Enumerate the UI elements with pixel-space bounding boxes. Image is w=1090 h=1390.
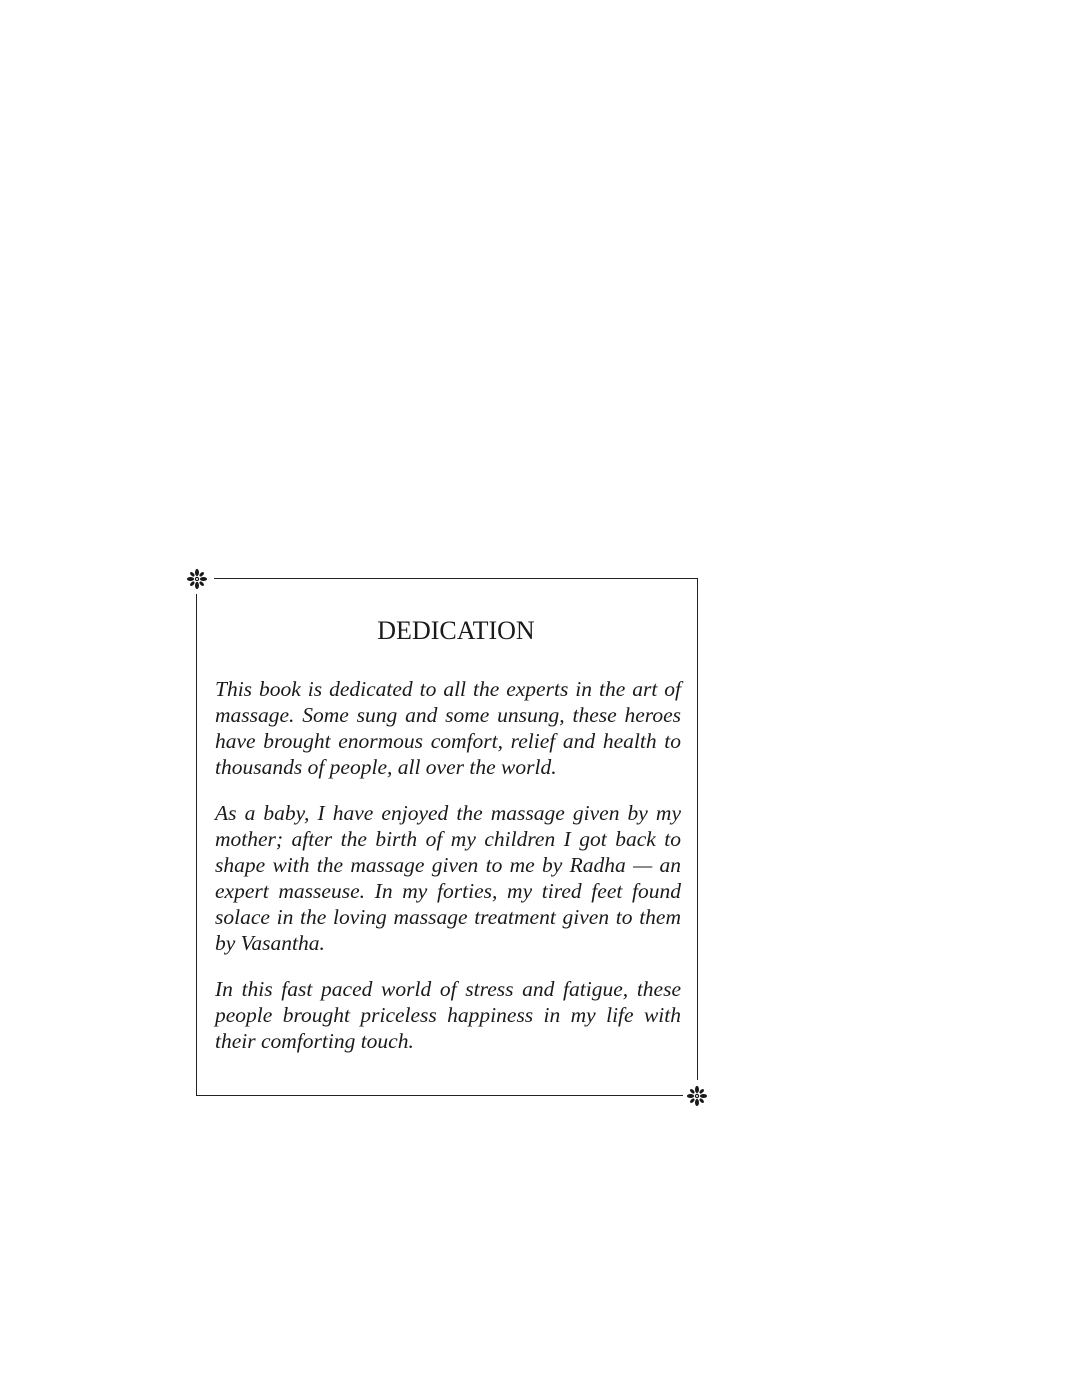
frame-right-rule [697, 578, 698, 1080]
page-title: DEDICATION [377, 616, 535, 645]
frame-bottom-rule [196, 1095, 683, 1096]
dedication-paragraph: In this fast paced world of stress and fatigue, these people brought priceless happiness in my life with their comforting touch. [215, 977, 681, 1053]
frame-left-rule [196, 594, 197, 1096]
frame-top-rule [214, 578, 698, 579]
dedication-body [215, 676, 681, 1074]
dedication-paragraph: As a baby, I have enjoyed the massage given by my mother; after the birth of my children I got back to shape with the massage given to me by Radha — an expert masseuse. In my forties, my tired feet found solace in the loving massage treatment given to them by Vasantha. [215, 801, 681, 955]
dedication-paragraph: This book is dedicated to all the experts in the art of massage. Some sung and some unsung, these heroes have brought enormous comfort, relief and health to thousands of people, all over the world. [215, 677, 681, 779]
flower-ornament-icon [186, 568, 208, 590]
flower-ornament-icon [686, 1085, 708, 1107]
